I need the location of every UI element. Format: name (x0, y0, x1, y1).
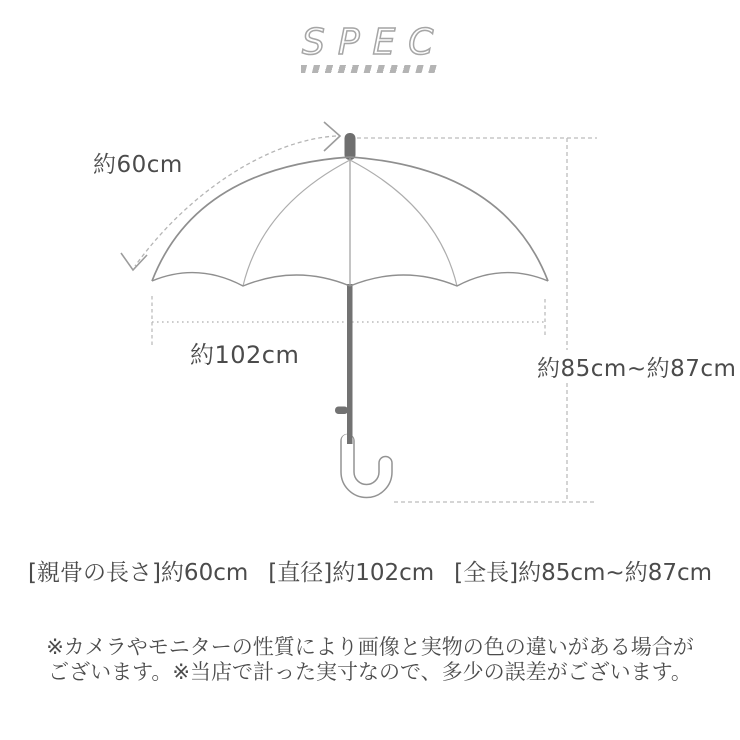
disclaimer-line-1: ※カメラやモニターの性質により画像と実物の色の違いがある場合が (46, 635, 694, 659)
disclaimer-line-2: ございます。※当店で計った実寸なので、多少の誤差がございます。 (48, 660, 692, 684)
rib-arc-arrowheads (121, 122, 340, 270)
umbrella-runner-button (335, 407, 348, 415)
umbrella-tip (345, 133, 356, 160)
spec-summary-diameter: [直径]約102cm (268, 560, 435, 586)
disclaimer-text (0, 635, 740, 685)
spec-summary-rib: [親骨の長さ]約60cm (27, 560, 249, 586)
spec-summary-total: [全長]約85cm~約87cm (454, 560, 713, 586)
measurement-lines (135, 136, 597, 502)
umbrella-handle (348, 440, 386, 491)
spec-summary (0, 554, 740, 587)
umbrella-shaft (347, 284, 353, 444)
spec-heading-text: SPEC (302, 22, 447, 63)
diameter-label: 約102cm (190, 341, 300, 369)
umbrella-illustration (152, 133, 548, 491)
rib-length-label: 約60cm (93, 152, 183, 178)
umbrella-canopy (152, 157, 548, 286)
total-length-label: 約85cm~約87cm (534, 350, 739, 383)
